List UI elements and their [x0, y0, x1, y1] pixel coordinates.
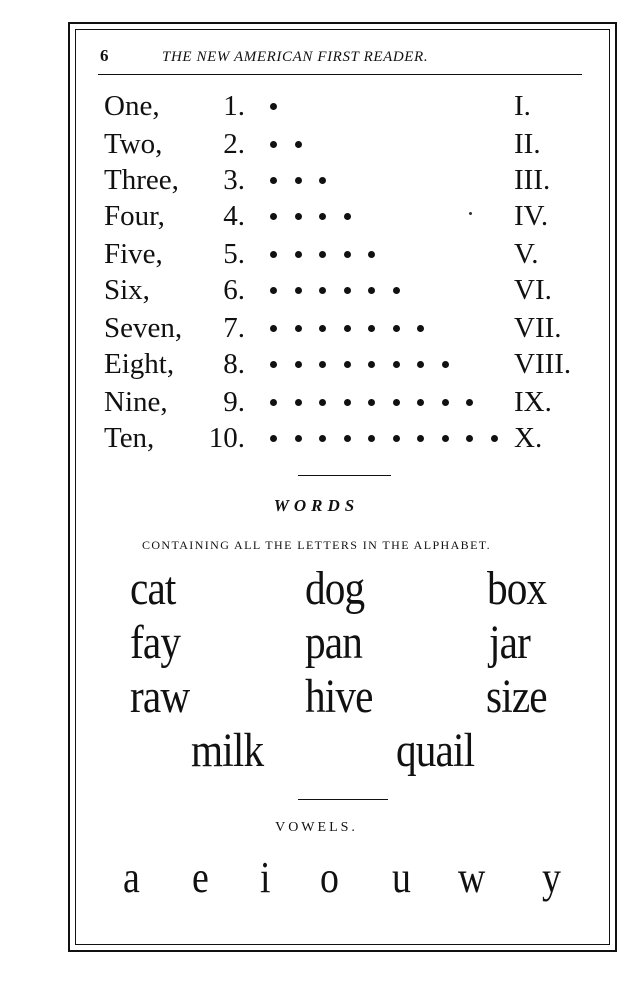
- count-dot: [295, 399, 302, 406]
- arabic-numeral: 3.: [223, 164, 245, 196]
- count-dot: [270, 213, 277, 220]
- page-number: 6: [100, 46, 109, 65]
- vowel-i: i: [260, 853, 271, 902]
- arabic-numeral: 1.: [223, 90, 245, 122]
- count-dot: [270, 251, 277, 258]
- word-milk: milk: [191, 724, 264, 777]
- count-dot: [368, 287, 375, 294]
- count-dot: [417, 361, 424, 368]
- count-dot: [270, 287, 277, 294]
- number-word: Ten,: [104, 422, 155, 454]
- vowel-u: u: [392, 853, 411, 902]
- word-fay: fay: [130, 616, 181, 669]
- number-row-10: [0, 420, 633, 456]
- number-row-4: [0, 198, 633, 234]
- roman-numeral: X.: [514, 422, 543, 454]
- vowel-a: a: [123, 853, 140, 902]
- number-word: Three,: [104, 164, 179, 196]
- word-jar: jar: [489, 616, 530, 669]
- number-row-8: [0, 346, 633, 382]
- number-word: Two,: [104, 128, 163, 160]
- count-dot: [442, 361, 449, 368]
- vowel-o: o: [320, 853, 339, 902]
- roman-numeral: IV.: [514, 200, 549, 232]
- roman-numeral: VII.: [514, 312, 562, 344]
- number-word: Five,: [104, 238, 163, 270]
- words-subheading: CONTAINING ALL THE LETTERS IN THE ALPHABET.: [141, 538, 492, 552]
- count-dot: [368, 325, 375, 332]
- number-row-1: [0, 88, 633, 124]
- count-dot: [344, 287, 351, 294]
- roman-numeral: I.: [514, 90, 531, 122]
- arabic-numeral: 8.: [223, 348, 245, 380]
- roman-numeral: III.: [514, 164, 551, 196]
- number-word: Four,: [104, 200, 165, 232]
- roman-numeral: V.: [514, 238, 539, 270]
- word-dog: dog: [305, 562, 365, 615]
- words-heading: WORDS: [273, 496, 360, 515]
- arabic-numeral: 4.: [223, 200, 245, 232]
- number-word: One,: [104, 90, 160, 122]
- count-dot: [466, 435, 473, 442]
- header-rule: [98, 74, 582, 75]
- number-row-6: [0, 272, 633, 308]
- count-dot: [270, 141, 277, 148]
- count-dot: [319, 435, 326, 442]
- count-dot: [491, 435, 498, 442]
- word-box: box: [487, 562, 547, 615]
- running-head: THE NEW AMERICAN FIRST READER.: [162, 49, 429, 65]
- word-hive: hive: [305, 670, 373, 723]
- count-dot: [368, 251, 375, 258]
- count-dot: [319, 399, 326, 406]
- count-dot: [442, 399, 449, 406]
- count-dot: [295, 141, 302, 148]
- count-dot: [295, 325, 302, 332]
- count-dot: [319, 251, 326, 258]
- number-row-7: [0, 310, 633, 346]
- section-rule: [298, 799, 388, 800]
- word-raw: raw: [130, 670, 190, 723]
- count-dot: [344, 361, 351, 368]
- count-dot: [319, 213, 326, 220]
- count-dot: [393, 287, 400, 294]
- number-row-9: [0, 384, 633, 420]
- count-dot: [466, 399, 473, 406]
- count-dot: [319, 287, 326, 294]
- number-row-2: [0, 126, 633, 162]
- vowel-e: e: [192, 853, 209, 902]
- count-dot: [270, 399, 277, 406]
- word-pan: pan: [305, 616, 363, 669]
- count-dot: [344, 251, 351, 258]
- section-rule: [298, 475, 391, 476]
- count-dot: [442, 435, 449, 442]
- word-cat: cat: [130, 562, 176, 615]
- vowels-heading: VOWELS.: [275, 820, 358, 835]
- count-dot: [270, 325, 277, 332]
- count-dot: [295, 213, 302, 220]
- count-dot: [295, 361, 302, 368]
- word-quail: quail: [396, 724, 475, 777]
- count-dot: [319, 325, 326, 332]
- number-word: Eight,: [104, 348, 175, 380]
- count-dot: [319, 177, 326, 184]
- count-dot: [270, 103, 277, 110]
- number-word: Nine,: [104, 386, 168, 418]
- count-dot: [295, 287, 302, 294]
- vowel-y: y: [542, 853, 561, 902]
- count-dot: [393, 325, 400, 332]
- number-word: Six,: [104, 274, 150, 306]
- arabic-numeral: 7.: [223, 312, 245, 344]
- number-row-3: [0, 162, 633, 198]
- arabic-numeral: 5.: [223, 238, 245, 270]
- roman-numeral: II.: [514, 128, 541, 160]
- stray-ink-speck: [469, 212, 472, 215]
- count-dot: [295, 177, 302, 184]
- count-dot: [270, 177, 277, 184]
- arabic-numeral: 2.: [223, 128, 245, 160]
- count-dot: [393, 361, 400, 368]
- number-row-5: [0, 236, 633, 272]
- arabic-numeral: 10.: [208, 422, 245, 454]
- count-dot: [344, 435, 351, 442]
- word-size: size: [486, 670, 547, 723]
- count-dot: [270, 361, 277, 368]
- count-dot: [295, 435, 302, 442]
- count-dot: [368, 435, 375, 442]
- count-dot: [417, 435, 424, 442]
- arabic-numeral: 9.: [223, 386, 245, 418]
- roman-numeral: VIII.: [514, 348, 572, 380]
- count-dot: [393, 399, 400, 406]
- roman-numeral: IX.: [514, 386, 552, 418]
- count-dot: [393, 435, 400, 442]
- count-dot: [344, 213, 351, 220]
- number-word: Seven,: [104, 312, 183, 344]
- count-dot: [295, 251, 302, 258]
- count-dot: [344, 325, 351, 332]
- count-dot: [270, 435, 277, 442]
- count-dot: [417, 325, 424, 332]
- count-dot: [344, 399, 351, 406]
- count-dot: [319, 361, 326, 368]
- count-dot: [368, 361, 375, 368]
- arabic-numeral: 6.: [223, 274, 245, 306]
- roman-numeral: VI.: [514, 274, 552, 306]
- count-dot: [368, 399, 375, 406]
- count-dot: [417, 399, 424, 406]
- vowel-w: w: [458, 853, 486, 902]
